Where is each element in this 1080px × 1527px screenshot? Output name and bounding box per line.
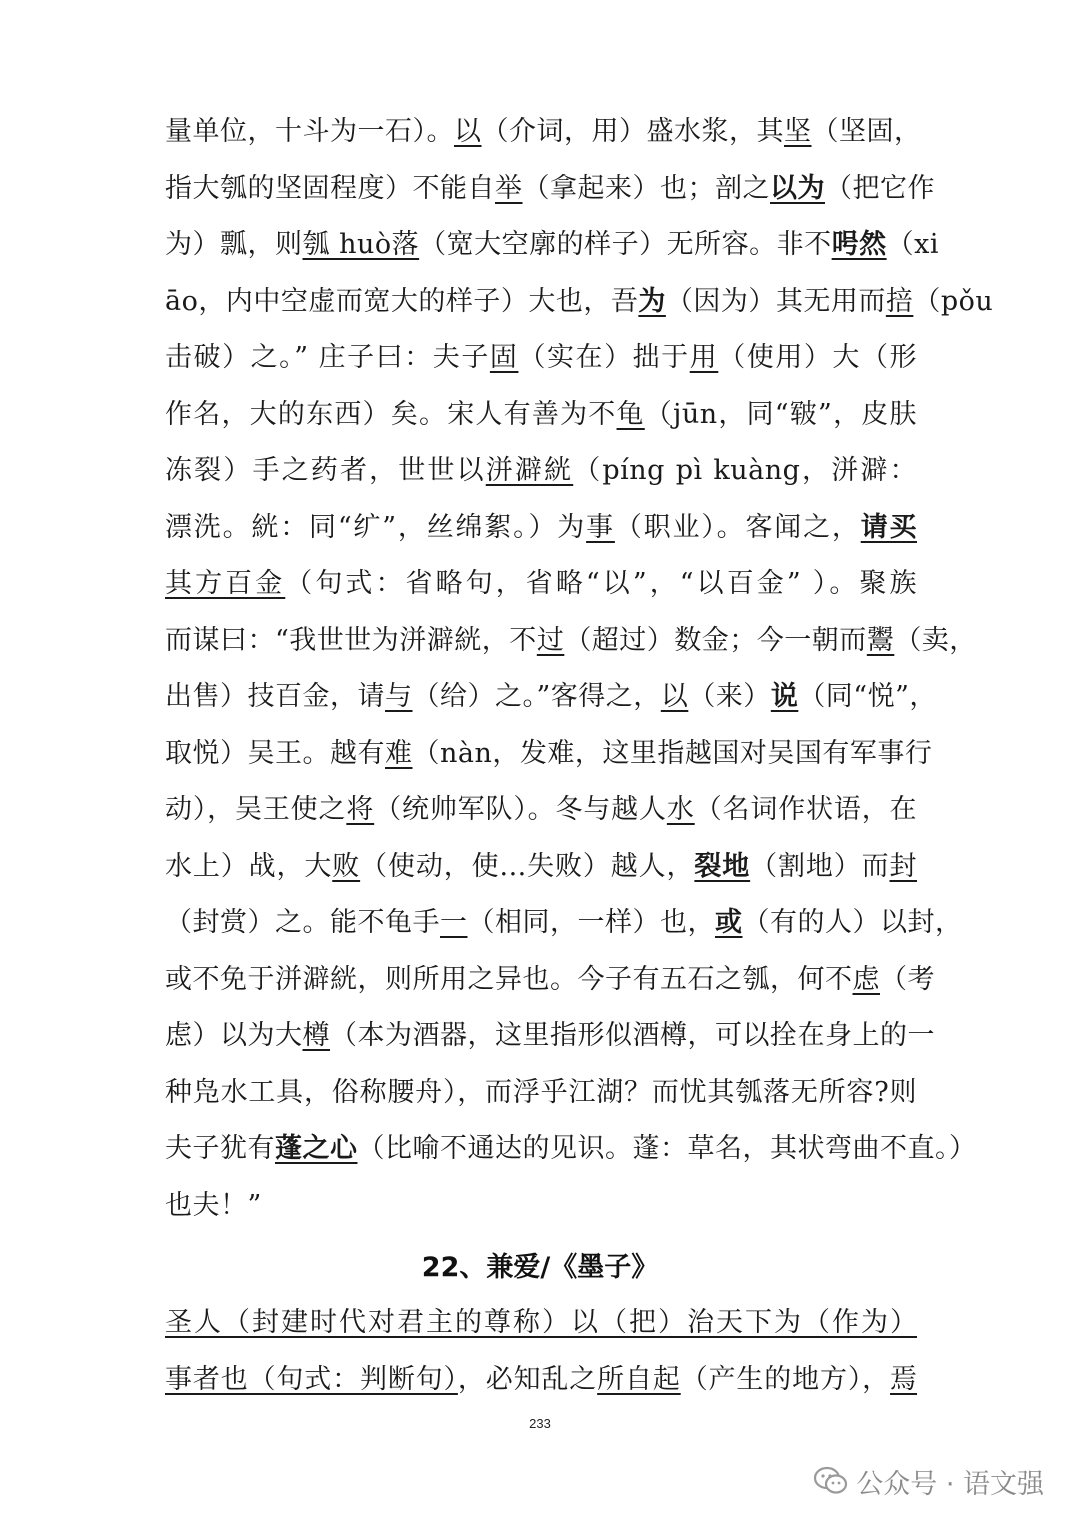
annotated-term: 其方百金 [165,568,286,599]
annotated-term: 所自起 [597,1364,681,1395]
annotated-term: 洴澼絖 [485,455,574,486]
text-segment: （封赏）之。能不龟手 [165,907,440,938]
annotated-term: 事者也（句式：判断句） [165,1364,458,1395]
annotated-term: 为 [638,285,666,317]
text-line [165,500,917,557]
text-segment: 或不免于洴澼絖，则所用之异也。今子有五石之瓠，何不 [165,963,853,995]
annotated-term: 请买 [860,511,917,543]
text-segment: （因为）其无用而 [665,285,886,317]
page-number: 233 [529,1416,551,1431]
text-segment: 水上）战，大 [165,850,333,882]
annotated-term: 鬻 [866,624,895,656]
annotated-term: 龟 [616,398,645,430]
text-line [165,1351,917,1408]
text-segment: （同“悦”， [798,681,937,712]
text-segment: （句式：省略句，省略“以”，“以百金” ）。聚族 [285,568,918,599]
text-segment: （jūn，同“皲”，皮肤 [644,398,918,430]
text-segment: （名词作状语，在 [694,794,918,825]
text-segment: āo，内中空虚而宽大的样子）大也，吾 [165,285,639,317]
text-segment: 种凫水工具，俗称腰舟），而浮乎江湖？而忧其瓠落无所容?则 [165,1076,917,1108]
text-segment: 而谋曰：“我世世为洴澼絖，不 [165,624,537,656]
text-segment: 动），吴王使之 [165,794,347,825]
watermark [814,1456,1044,1506]
text-segment: （统帅军队）。冬与越人 [374,794,667,825]
text-line [165,556,917,613]
text-segment: 击破）之。” 庄子曰：夫子 [165,342,490,373]
text-segment: （pǒu [913,285,994,317]
annotated-term: 将 [346,794,375,825]
text-segment: 作名，大的东西）矣。宋人有善为不 [165,398,617,430]
text-segment: （割地）而 [750,850,890,882]
wechat-icon [814,1466,848,1496]
text-line [165,952,935,1009]
body-paragraph [165,104,994,1234]
text-segment: （把它作 [825,172,935,204]
text-segment: （超过）数金；今一朝而 [564,624,867,656]
text-segment: 出售）技百金，请 [165,681,385,712]
text-segment: （给）之。”客得之， [412,681,661,712]
annotated-term: 以 [660,681,689,712]
annotated-term: 说 [770,681,799,712]
annotated-term: 裂地 [694,850,751,882]
text-line [165,161,935,218]
annotated-term: 难 [385,737,413,769]
annotated-term: 呺然 [831,229,887,260]
text-segment: （产生的地方）， [680,1364,891,1395]
annotated-term: 败 [332,850,361,882]
annotated-term: 水 [666,794,695,825]
text-line [165,895,963,952]
text-line [165,1121,977,1178]
text-line [165,274,994,331]
text-line [165,1294,917,1351]
text-segment: （拿起来）也；剖之 [522,172,770,204]
text-segment: （有的人）以封， [742,907,963,938]
text-segment: ，必知乱之 [457,1364,598,1395]
annotated-term: 虑 [852,963,880,995]
section-title: 22、兼爱/《墨子》 [421,1252,659,1283]
annotated-term: 圣人（封建时代对君主的尊称）以（把）治天下为（作为） [165,1307,917,1338]
text-segment: （相同，一样）也， [467,907,715,938]
text-segment: 取悦）吴王。越有 [165,737,385,769]
text-segment: （nàn，发难，这里指越国对吴国有军事行 [412,737,933,769]
text-segment: （卖， [894,624,977,656]
text-segment: （考 [880,963,935,995]
text-segment: 量单位，十斗为一石）。 [165,116,454,147]
annotated-term: 樽 [302,1020,330,1051]
text-segment: （介词，用）盛水浆，其 [481,116,784,147]
text-segment: （本为酒器，这里指形似酒樽，可以拴在身上的一 [330,1020,935,1051]
section-paragraph [165,1294,917,1408]
text-segment: （píng pì kuàng，洴澼： [573,455,918,486]
annotated-term: 瓠 huò落 [302,229,420,260]
text-segment: （比喻不通达的见识。蓬：草名，其状弯曲不直。） [357,1133,977,1164]
text-line [165,1178,917,1235]
text-segment: （使用）大（形 [718,342,918,373]
annotated-term: 或 [715,907,743,938]
text-segment: （来） [688,681,771,712]
text-segment: 为）瓢，则 [165,229,303,260]
text-line [165,782,917,839]
annotated-term: 用 [689,342,719,373]
annotated-term: 坚 [784,116,812,147]
text-line [165,726,933,783]
annotated-term: 蓬之心 [275,1133,358,1164]
annotated-term: 以 [454,116,482,147]
text-segment: 冻裂）手之药者，世世以 [165,455,486,486]
text-line [165,669,937,726]
annotated-term: 固 [489,342,519,373]
annotated-term: 以为 [770,172,825,204]
text-line [165,217,939,274]
text-segment: （使动，使...失败）越人， [360,850,695,882]
annotated-term: 过 [536,624,565,656]
annotated-term: 封 [889,850,917,882]
annotated-term: 一 [440,907,468,938]
text-segment: （职业）。客闻之， [614,511,861,543]
annotated-term: 焉 [890,1364,918,1395]
annotated-term: 事 [586,511,615,543]
text-segment: 漂洗。絖：同“纩”，丝绵絮。）为 [165,511,587,543]
text-line [165,613,977,670]
text-segment: （实在）拙于 [518,342,690,373]
text-segment: （坚固， [811,116,922,147]
text-line [165,387,917,444]
text-line [165,1008,935,1065]
text-segment: 虑）以为大 [165,1020,303,1051]
watermark-text: 公众号 · 语文强 [856,1468,1044,1500]
text-segment: 夫子犹有 [165,1133,275,1164]
text-line [165,330,917,387]
text-line [165,839,917,896]
text-line [165,443,917,500]
text-line [165,104,922,161]
text-segment: 指大瓠的坚固程度）不能自 [165,172,495,204]
text-segment: 也夫！” [165,1189,262,1221]
annotated-term: 与 [385,681,413,712]
text-line [165,1065,917,1122]
text-segment: （宽大空廓的样子）无所容。非不 [419,229,832,260]
annotated-term: 举 [495,172,523,204]
annotated-term: 掊 [885,285,914,317]
text-segment: （xi [886,229,939,260]
